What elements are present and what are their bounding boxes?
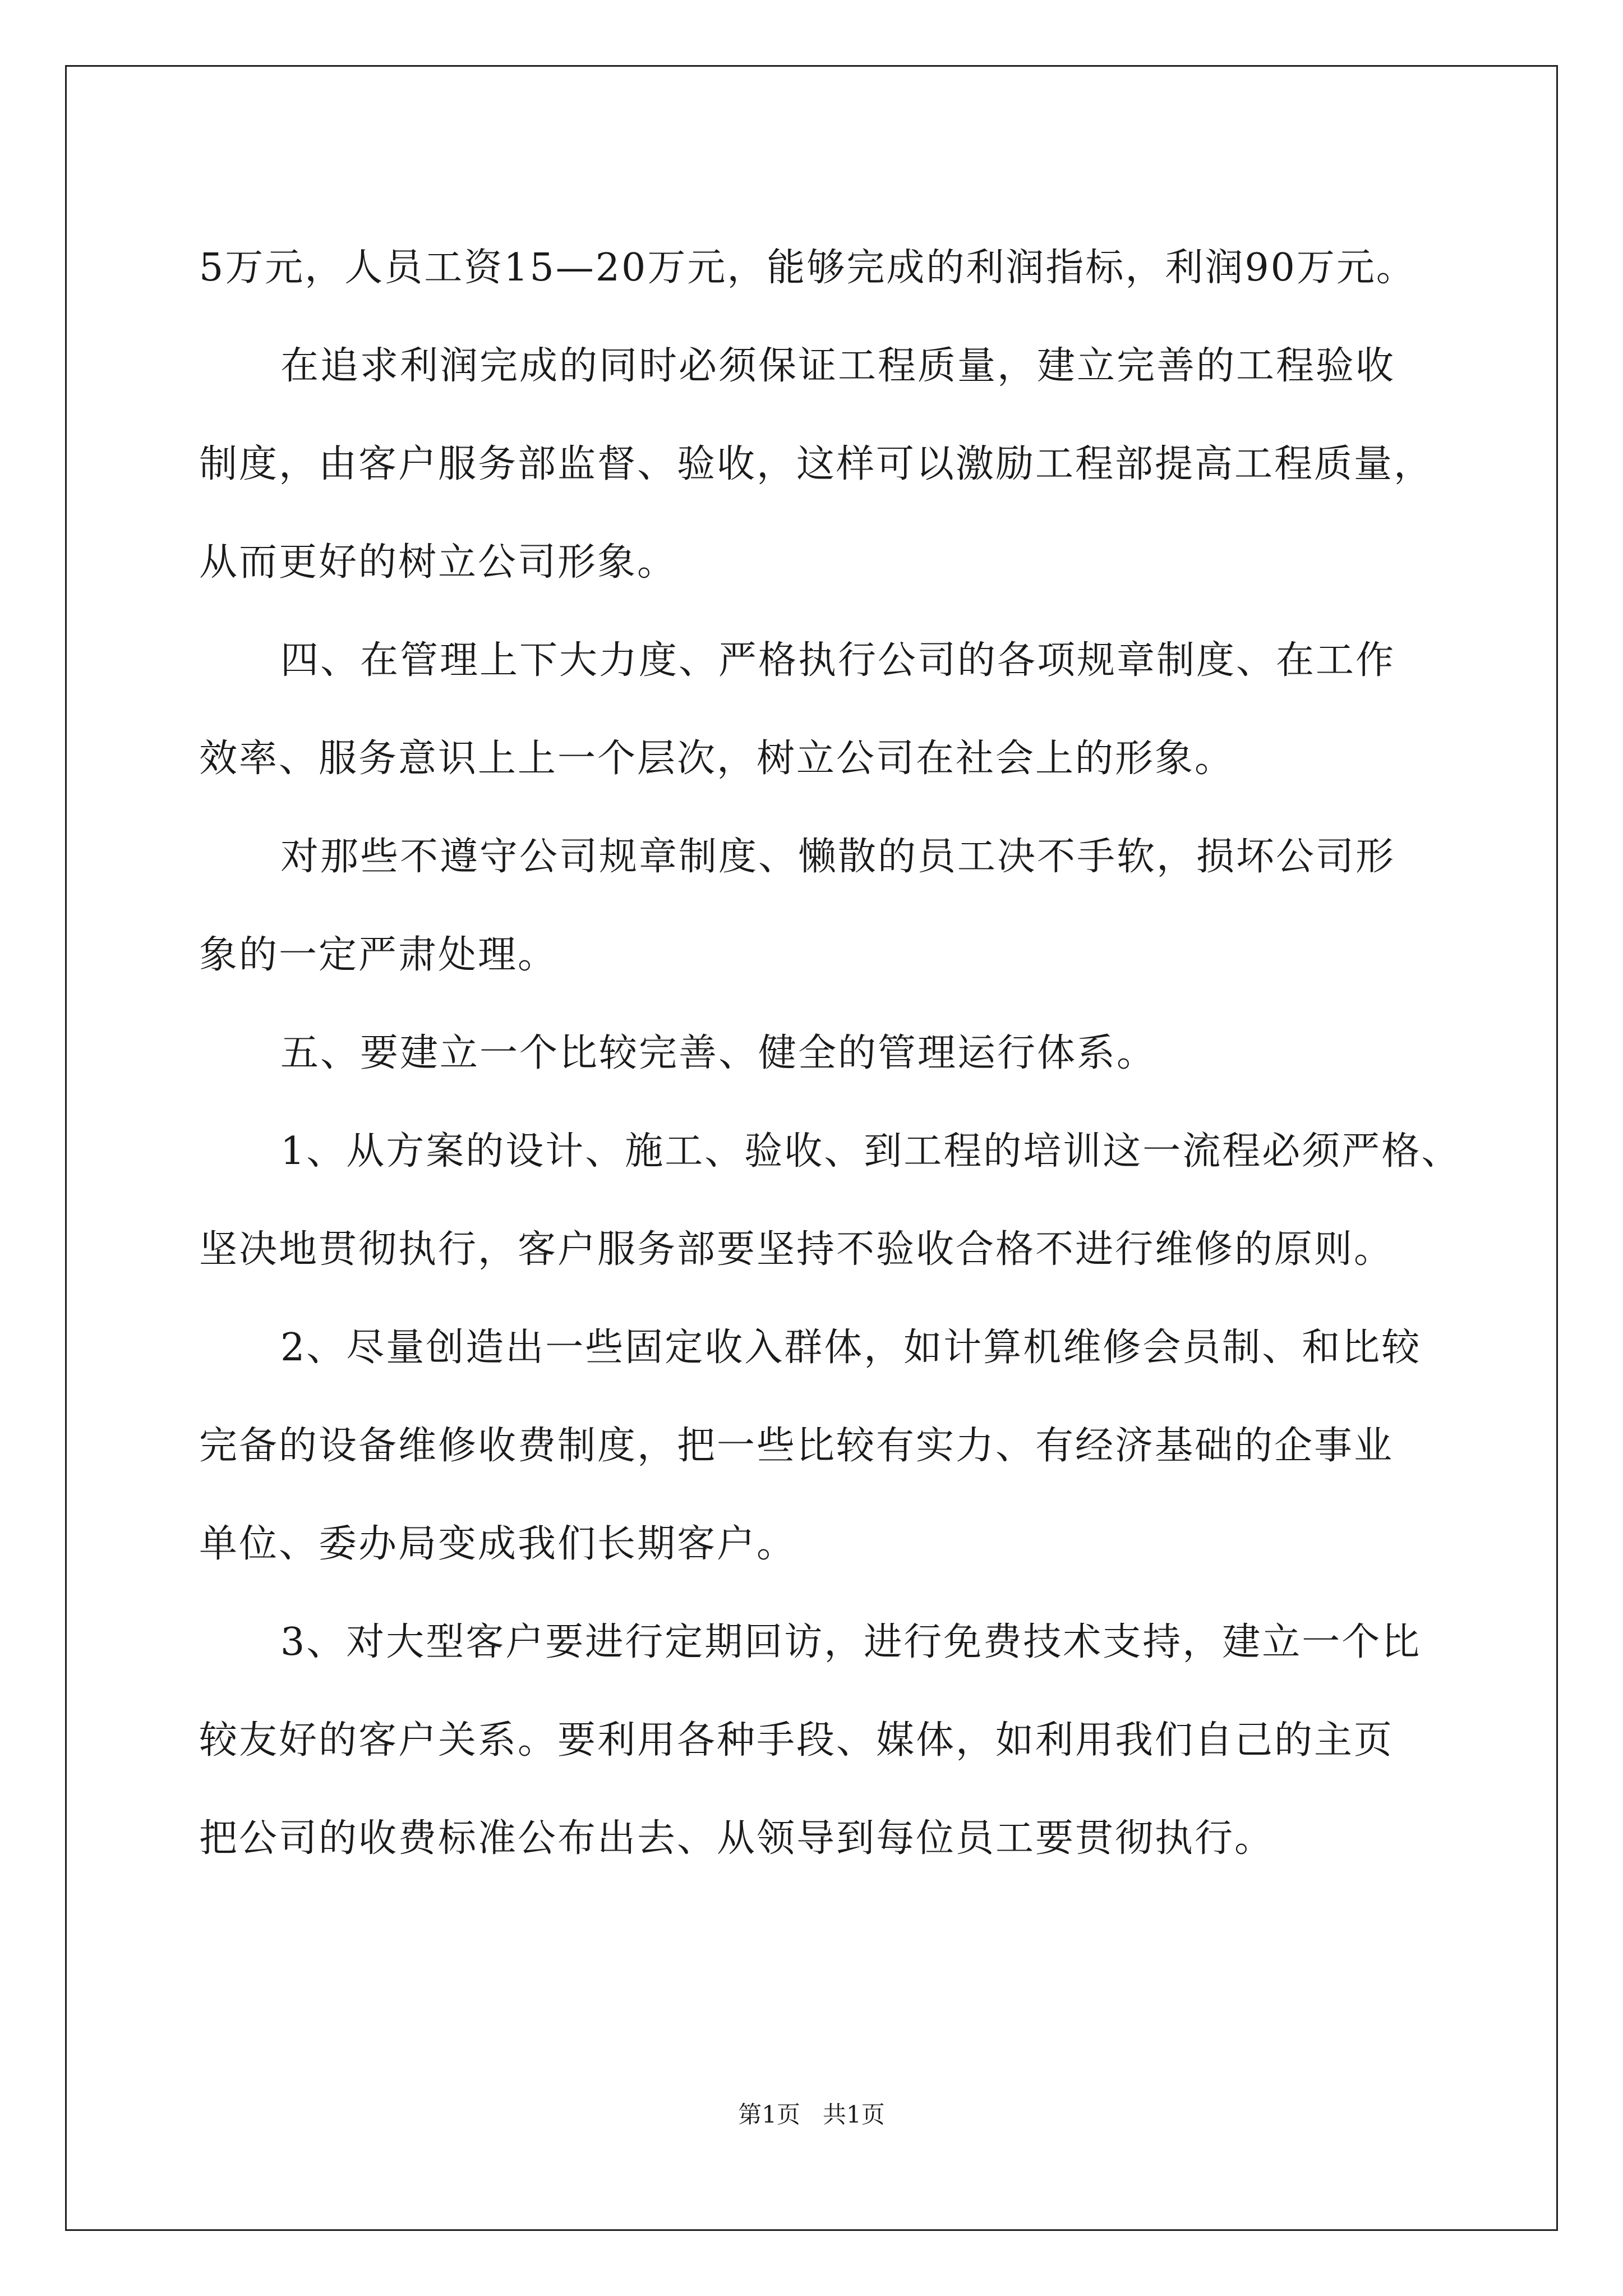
text-line: 较友好的客户关系。要利用各种手段、媒体，如利用我们自己的主页 xyxy=(199,1718,1394,1763)
text-line: 从而更好的树立公司形象。 xyxy=(199,540,677,585)
text-line: 五、要建立一个比较完善、健全的管理运行体系。 xyxy=(280,1031,1157,1075)
text-line: 效率、服务意识上上一个层次，树立公司在社会上的形象。 xyxy=(199,737,1235,781)
text-line: 单位、委办局变成我们长期客户。 xyxy=(199,1522,797,1566)
text-line: 坚决地贯彻执行，客户服务部要坚持不验收合格不进行维修的原则。 xyxy=(199,1227,1394,1272)
text-line: 2、尽量创造出一些固定收入群体，如计算机维修会员制、和比较 xyxy=(280,1326,1422,1370)
text-line: 3、对大型客户要进行定期回访，进行免费技术支持，建立一个比 xyxy=(280,1620,1422,1664)
document-body xyxy=(199,219,1461,1888)
text-line: 对那些不遵守公司规章制度、懒散的员工决不手软，损坏公司形 xyxy=(280,835,1396,879)
text-line: 四、在管理上下大力度、严格执行公司的各项规章制度、在工作 xyxy=(280,638,1396,683)
text-line: 把公司的收费标准公布出去、从领导到每位员工要贯彻执行。 xyxy=(199,1816,1275,1861)
text-line: 制度，由客户服务部监督、验收，这样可以激励工程部提高工程质量， xyxy=(199,442,1434,486)
text-line: 1、从方案的设计、施工、验收、到工程的培训这一流程必须严格、 xyxy=(280,1129,1461,1174)
text-line: 在追求利润完成的同时必须保证工程质量，建立完善的工程验收 xyxy=(280,344,1396,388)
page-number-footer: 第1页 共1页 xyxy=(738,2101,885,2128)
text-line: 完备的设备维修收费制度，把一些比较有实力、有经济基础的企事业 xyxy=(199,1424,1394,1468)
text-line: 象的一定严肃处理。 xyxy=(199,933,558,977)
text-line: 5万元，人员工资15—20万元，能够完成的利润指标，利润90万元。 xyxy=(199,246,1416,290)
